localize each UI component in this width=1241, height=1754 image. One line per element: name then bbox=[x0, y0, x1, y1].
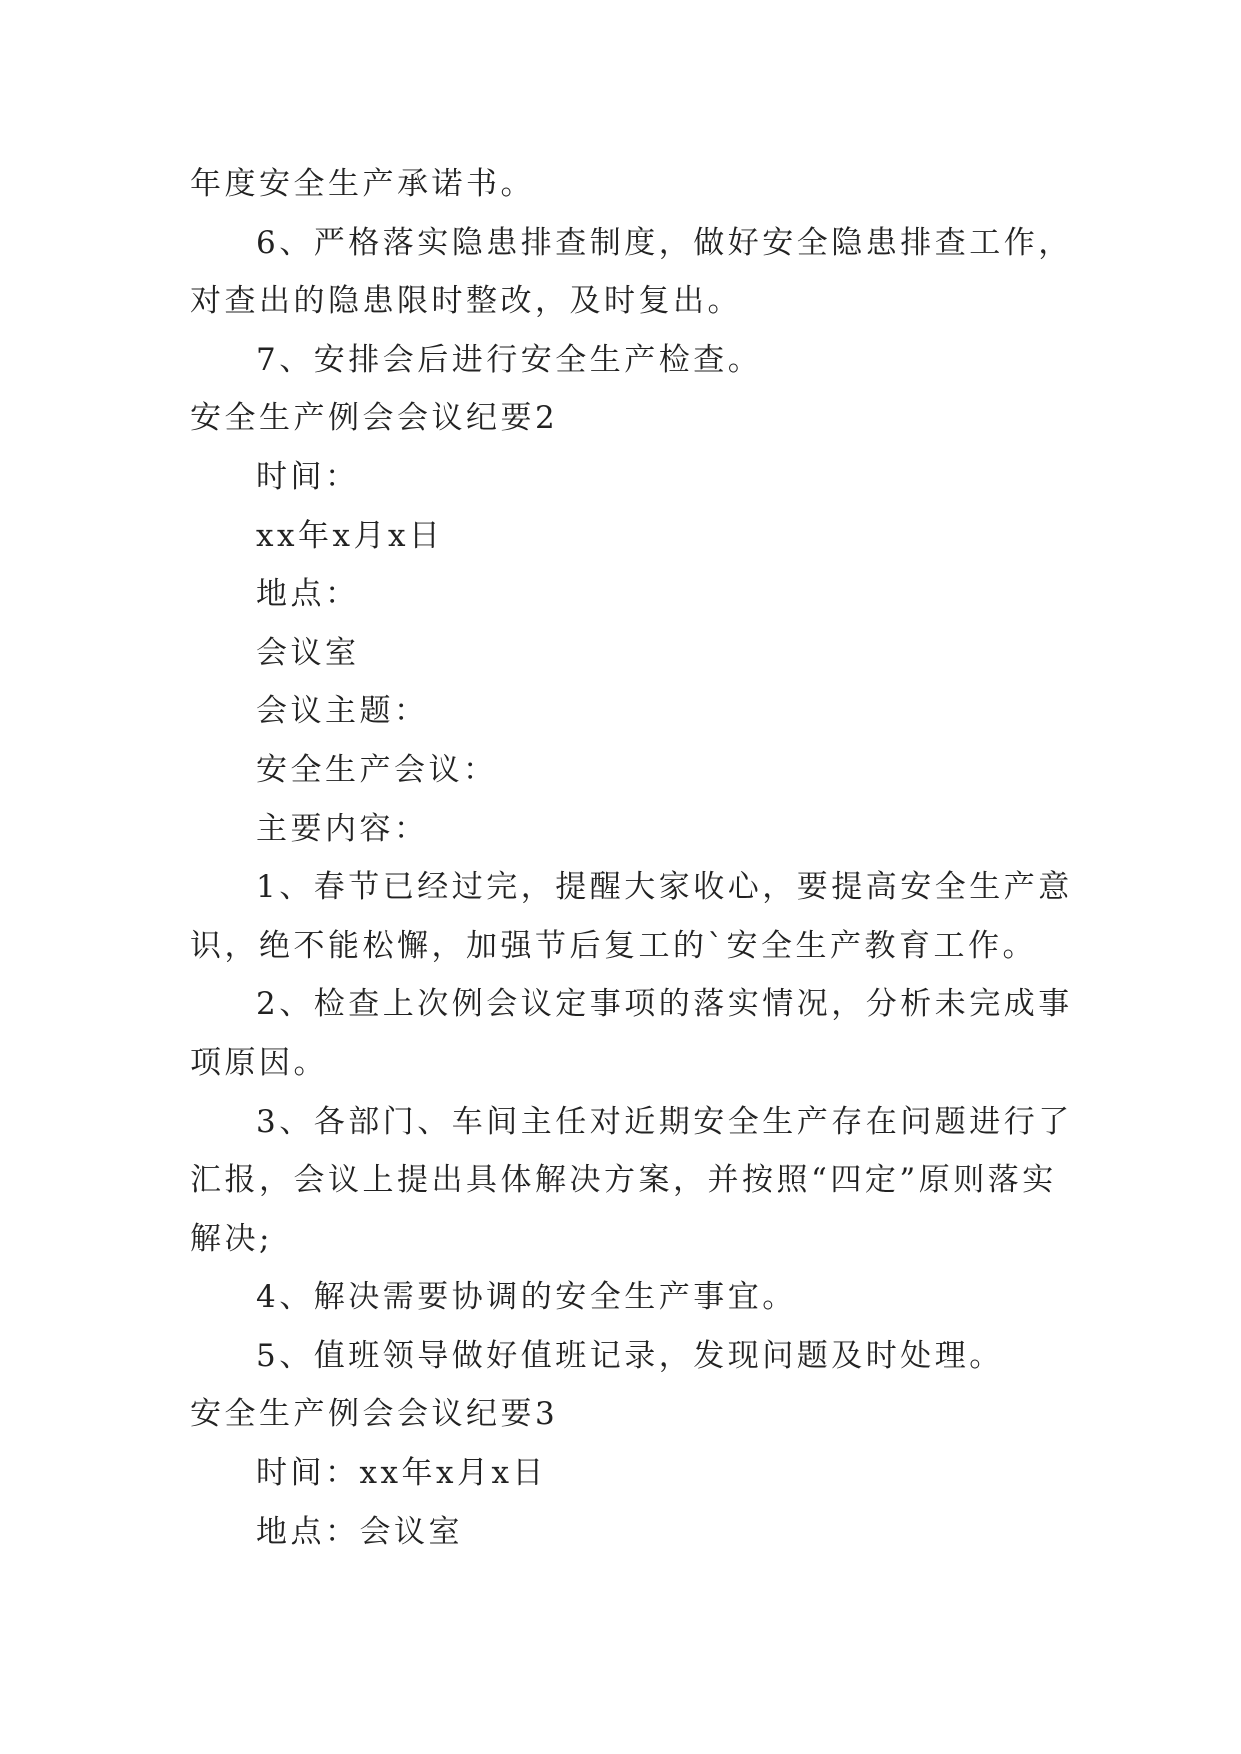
item-3-line-2: 汇报，会议上提出具体解决方案，并按照“四定”原则落实 bbox=[190, 1162, 1057, 1199]
topic-value: 安全生产会议： bbox=[256, 751, 498, 788]
topic-label: 会议主题： bbox=[256, 693, 429, 730]
item-1-line-2: 识，绝不能松懈，加强节后复工的`安全生产教育工作。 bbox=[190, 927, 1037, 964]
item-4: 4、解决需要协调的安全生产事宜。 bbox=[256, 1279, 797, 1316]
section-heading-2: 安全生产例会会议纪要2 bbox=[190, 400, 559, 437]
item-2-line-2: 项原因。 bbox=[190, 1044, 328, 1081]
time-line: 时间：xx年x月x日 bbox=[256, 1455, 547, 1492]
location-label: 地点： bbox=[256, 576, 360, 613]
location-value: 会议室 bbox=[256, 634, 360, 671]
item-3-line-1: 3、各部门、车间主任对近期安全生产存在问题进行了 bbox=[256, 1103, 1073, 1140]
paragraph-line: 年度安全生产承诺书。 bbox=[190, 166, 535, 202]
item-5: 5、值班领导做好值班记录，发现问题及时处理。 bbox=[256, 1337, 1004, 1374]
item-2-line-1: 2、检查上次例会议定事项的落实情况，分析未完成事 bbox=[256, 986, 1073, 1023]
time-value: xx年x月x日 bbox=[256, 517, 444, 554]
item-6-line-1: 6、严格落实隐患排查制度，做好安全隐患排查工作， bbox=[256, 224, 1073, 261]
item-1-line-1: 1、春节已经过完，提醒大家收心，要提高安全生产意 bbox=[256, 869, 1073, 906]
document-body bbox=[190, 155, 1073, 1561]
item-7: 7、安排会后进行安全生产检查。 bbox=[256, 341, 763, 378]
content-label: 主要内容： bbox=[256, 810, 429, 847]
location-line: 地点：会议室 bbox=[256, 1513, 463, 1550]
item-3-line-3: 解决; bbox=[190, 1220, 273, 1257]
section-heading-3: 安全生产例会会议纪要3 bbox=[190, 1396, 559, 1433]
item-6-line-2: 对查出的隐患限时整改，及时复出。 bbox=[190, 283, 742, 320]
time-label: 时间： bbox=[256, 458, 360, 495]
